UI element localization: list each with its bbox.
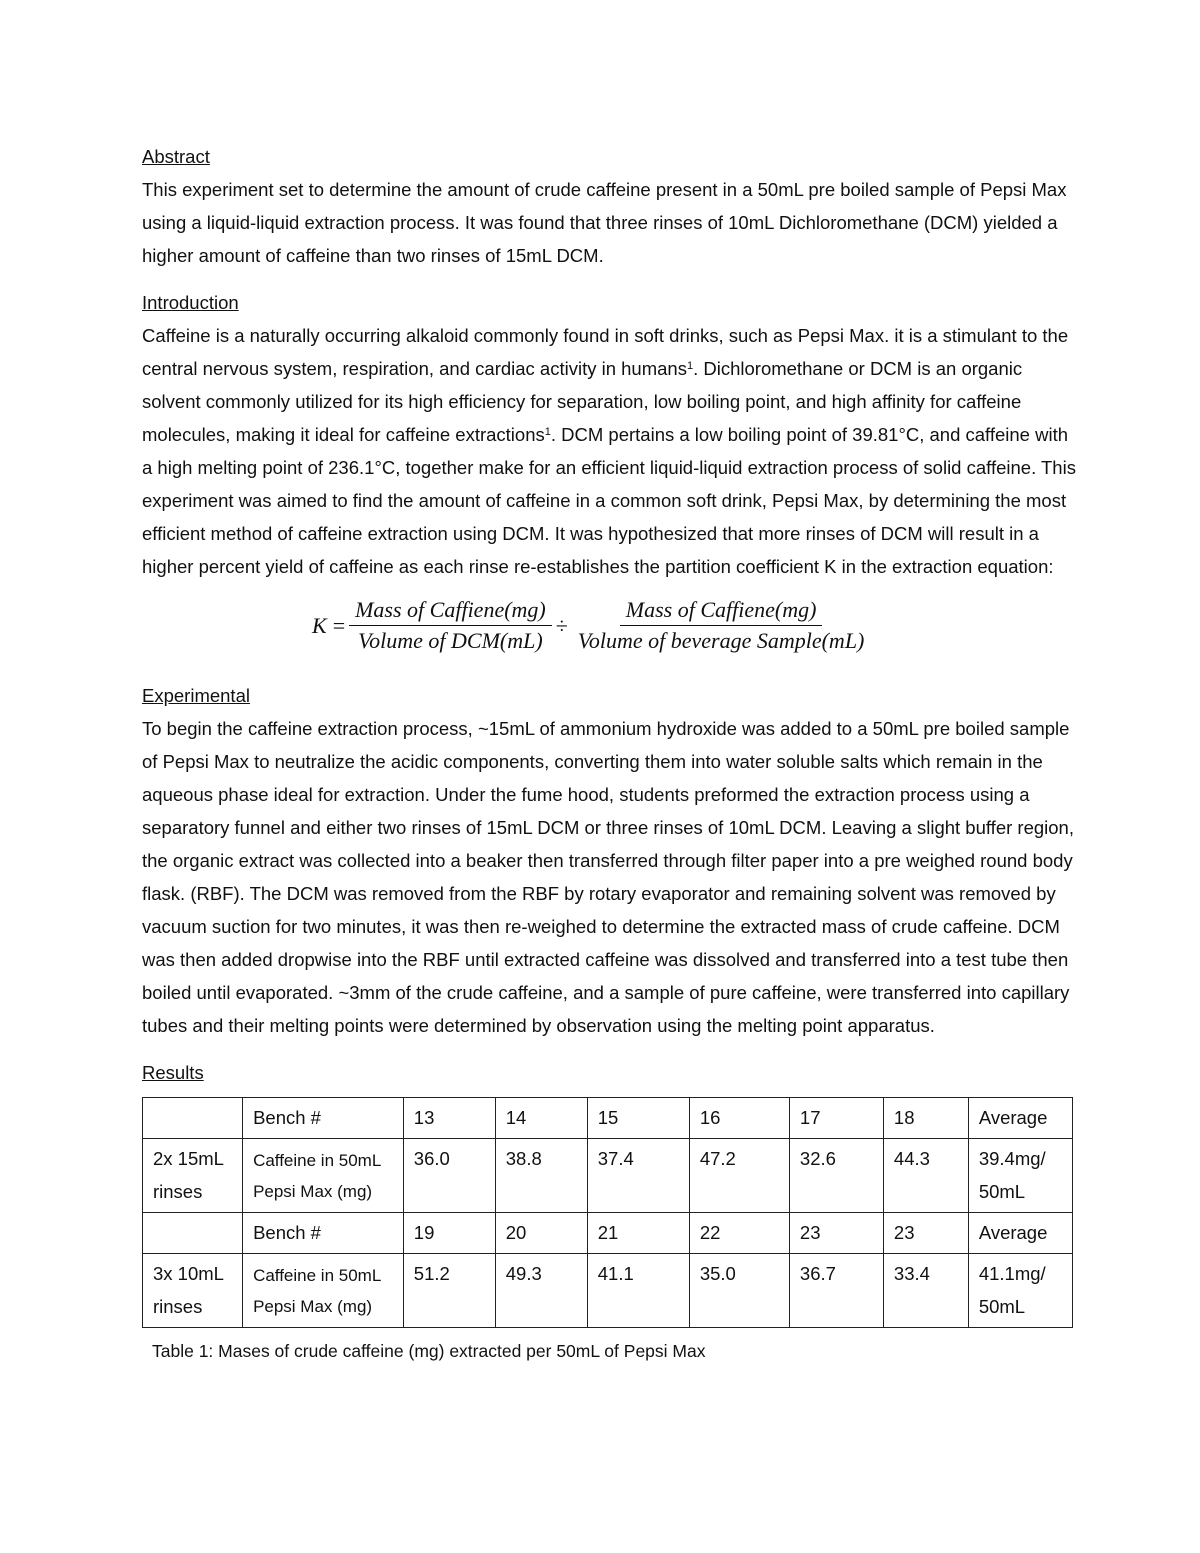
value-cell: 47.2 [689, 1139, 789, 1213]
table-row [143, 1254, 1073, 1328]
bench-number-cell: 18 [883, 1098, 968, 1139]
introduction-text-part-2: . Dichloromethane or DCM is an organic solvent commonly utilized for its high efficiency for separation, low boiling point, and high affinity for caffeine molecules, making it ideal for caffeine extractions [142, 358, 1023, 445]
bench-number-cell: 14 [495, 1098, 587, 1139]
bench-label-cell: Bench # [243, 1213, 404, 1254]
equation-k: K [312, 612, 327, 638]
bench-number-cell: 19 [403, 1213, 495, 1254]
equation-numerator-2: Mass of Caffiene(mg) [620, 597, 823, 626]
equation-denominator-2: Volume of beverage Sample(mL) [577, 628, 865, 653]
bench-number-cell: 23 [789, 1213, 883, 1254]
value-cell: 37.4 [587, 1139, 689, 1213]
experimental-text: To begin the caffeine extraction process, ~15mL of ammonium hydroxide was added to a 50mL pre boiled sample of Pepsi Max to neutralize the acidic components, converting them into water soluble salts which remain in the aqueous phase ideal for extraction. Under the fume hood, students preformed the extraction process using a separatory funnel and either two rinses of 15mL DCM or three rinses of 10mL DCM. Leaving a slight buffer region, the organic extract was collected into a beaker then transferred through filter paper into a pre weighed round body flask. (RBF). The DCM was removed from the RBF by rotary evaporator and remaining solvent was removed by vacuum suction for two minutes, it was then re-weighed to determine the extracted mass of crude caffeine. DCM was then added dropwise into the RBF until extracted caffeine was dissolved and transferred into a test tube then boiled until evaporated. ~3mm of the crude caffeine, and a sample of pure caffeine, were transferred into capillary tubes and their melting points were determined by observation using the melting point apparatus. [142, 718, 1074, 1036]
abstract-heading: Abstract [142, 146, 210, 167]
value-cell: 36.7 [789, 1254, 883, 1328]
average-label-cell: Average [968, 1098, 1072, 1139]
abstract-text: This experiment set to determine the amount of crude caffeine present in a 50mL pre boiled sample of Pepsi Max using a liquid-liquid extraction process. It was found that three rinses of 10mL Dichloromethane (DCM) yielded a higher amount of caffeine than two rinses of 15mL DCM. [142, 179, 1067, 266]
bench-number-cell: 20 [495, 1213, 587, 1254]
table-row [143, 1139, 1073, 1213]
equation-equals: = [332, 612, 346, 638]
bench-number-cell: 17 [789, 1098, 883, 1139]
bench-number-cell: 22 [689, 1213, 789, 1254]
measure-label-cell: Caffeine in 50mL Pepsi Max (mg) [243, 1254, 404, 1328]
bench-number-cell: 23 [883, 1213, 968, 1254]
value-cell: 32.6 [789, 1139, 883, 1213]
rinse-label-cell: 2x 15mL rinses [143, 1139, 243, 1213]
reference-2: 1 [544, 426, 551, 438]
equation-denominator-1: Volume of DCM(mL) [358, 628, 543, 653]
value-cell: 36.0 [403, 1139, 495, 1213]
value-cell: 33.4 [883, 1254, 968, 1328]
bench-number-cell: 15 [587, 1098, 689, 1139]
equation-fraction-1 [349, 597, 552, 654]
table-row [143, 1213, 1073, 1254]
value-cell: 49.3 [495, 1254, 587, 1328]
bench-number-cell: 21 [587, 1213, 689, 1254]
value-cell: 44.3 [883, 1139, 968, 1213]
average-label-cell: Average [968, 1213, 1072, 1254]
partition-coefficient-equation [142, 587, 1077, 673]
bench-number-cell: 16 [689, 1098, 789, 1139]
equation-divide: ÷ [555, 612, 568, 638]
introduction-heading: Introduction [142, 292, 239, 313]
bench-number-cell: 13 [403, 1098, 495, 1139]
average-value-cell: 39.4mg/ 50mL [968, 1139, 1072, 1213]
value-cell: 38.8 [495, 1139, 587, 1213]
results-table [142, 1097, 1073, 1328]
introduction-text [142, 319, 1077, 583]
measure-label-cell: Caffeine in 50mL Pepsi Max (mg) [243, 1139, 404, 1213]
equation-fraction-2 [572, 597, 871, 654]
table-cell-empty [143, 1213, 243, 1254]
rinse-label-cell: 3x 10mL rinses [143, 1254, 243, 1328]
bench-label-cell: Bench # [243, 1098, 404, 1139]
table-row [143, 1098, 1073, 1139]
document-page [142, 140, 1077, 1366]
value-cell: 51.2 [403, 1254, 495, 1328]
introduction-text-part-3: . DCM pertains a low boiling point of 39.81°C, and caffeine with a high melting point of 236.1°C, together make for an efficient liquid-liquid extraction process of solid caffeine. This experiment was aimed to find the amount of caffeine in a common soft drink, Pepsi Max, by determining the most efficient method of caffeine extraction using DCM. It was hypothesized that more rinses of DCM will result in a higher percent yield of caffeine as each rinse re-establishes the partition coefficient K in the extraction equation: [142, 424, 1076, 577]
average-value-cell: 41.1mg/ 50mL [968, 1254, 1072, 1328]
value-cell: 35.0 [689, 1254, 789, 1328]
equation-numerator-1: Mass of Caffiene(mg) [349, 597, 552, 626]
table-cell-empty [143, 1098, 243, 1139]
results-heading: Results [142, 1062, 204, 1083]
value-cell: 41.1 [587, 1254, 689, 1328]
reference-1: 1 [686, 360, 694, 372]
introduction-text-part-1: Caffeine is a naturally occurring alkaloid commonly found in soft drinks, such as Pepsi Max. it is a stimulant to the central nervous system, respiration, and cardiac activity in humans [142, 325, 1069, 379]
experimental-heading: Experimental [142, 685, 250, 706]
table-caption: Table 1: Mases of crude caffeine (mg) extracted per 50mL of Pepsi Max [152, 1341, 706, 1361]
